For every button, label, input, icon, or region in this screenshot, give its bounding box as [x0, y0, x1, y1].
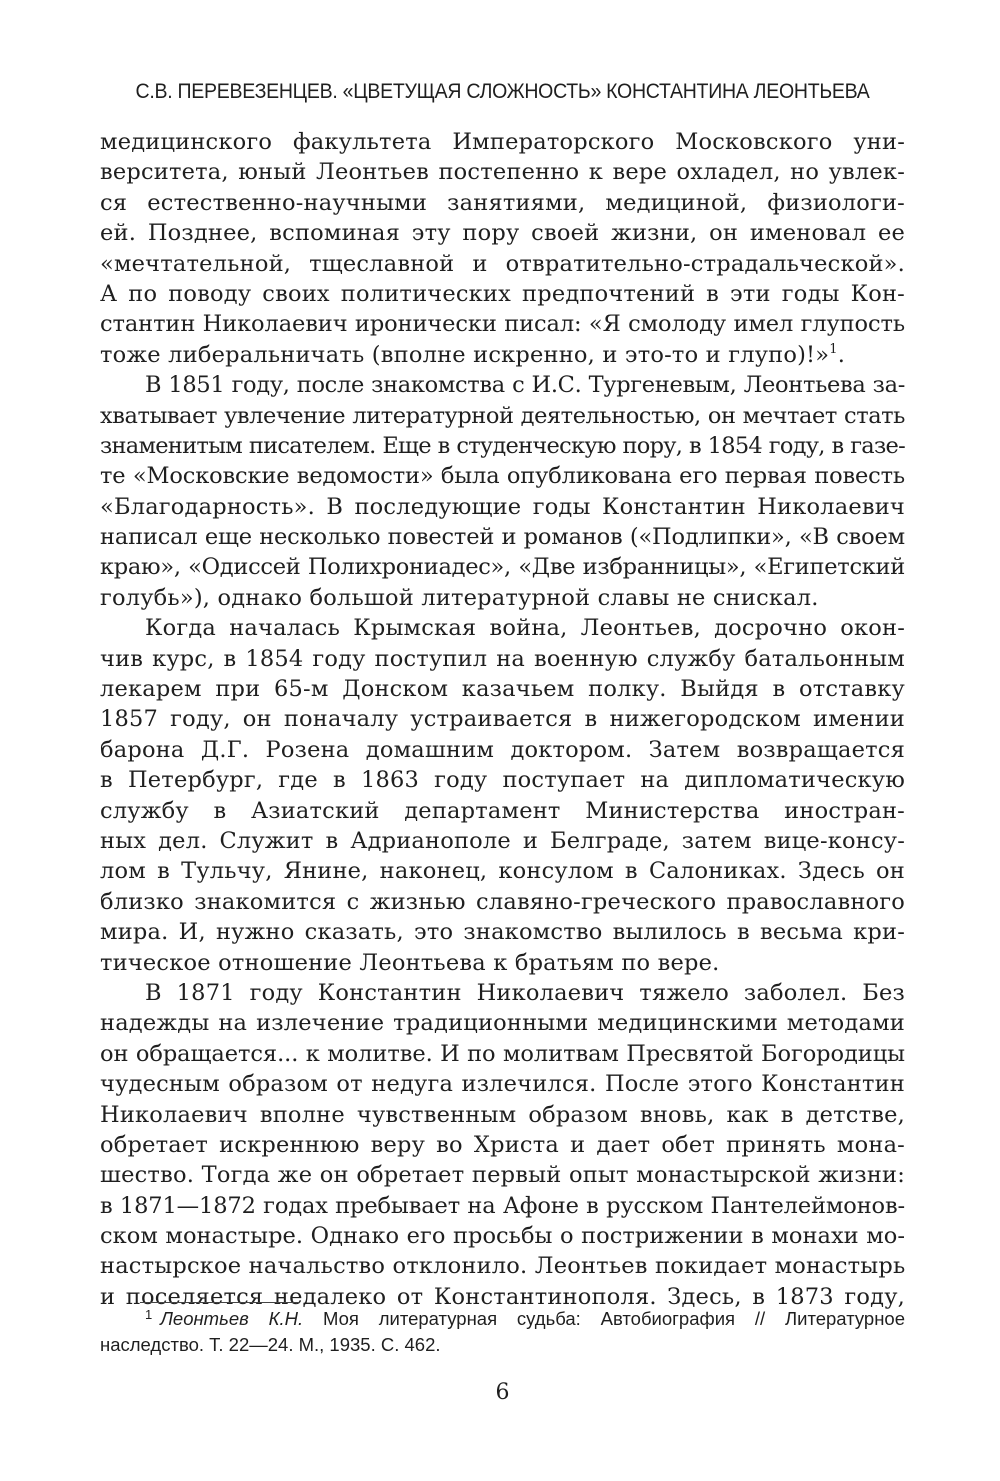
text-line: службу в Азиатский департамент Министерства иностран-: [100, 797, 905, 824]
text-line: Николаевич вполне чувственным образом вновь, как в детстве,: [100, 1101, 905, 1128]
text-line: Когда началась Крымская война, Леонтьев, досрочно окон-: [145, 615, 905, 642]
text-line-content: тоже либеральничать (вполне искренно, и это-то и глупо)!»: [100, 341, 830, 368]
text-line: мира. И, нужно сказать, это знакомство вылилось в весьма кри-: [100, 919, 905, 946]
text-line: в Петербург, где в 1863 году поступает на дипломатическую: [100, 767, 905, 794]
footnote-reference[interactable]: 1: [829, 341, 838, 357]
text-line: «мечтательной, тщеславной и отвратительно-страдальческой».: [100, 250, 905, 277]
footnote-author: Леонтьев К.Н.: [160, 1308, 304, 1329]
text-line: лом в Тульчу, Янине, наконец, консулом в Салониках. Здесь он: [100, 858, 905, 885]
text-line: краю», «Одиссей Полихрониадес», «Две избранницы», «Египетский: [100, 554, 905, 581]
book-page: [100, 0, 905, 1481]
running-head: С.В. ПЕРЕВЕЗЕНЦЕВ. «ЦВЕТУЩАЯ СЛОЖНОСТЬ» КОНСТАНТИНА ЛЕОНТЬЕВА: [135, 80, 870, 103]
page-number: 6: [495, 1380, 510, 1405]
text-line: ных дел. Служит в Адрианополе и Белграде, затем вице-консу-: [100, 827, 905, 854]
text-line: те «Московские ведомости» была опубликована его первая повесть: [100, 463, 905, 490]
paragraph: [100, 978, 905, 1312]
text-line: хватывает увлечение литературной деятельностью, он мечтает стать: [100, 402, 905, 429]
text-line: он обращается... к молитве. И по молитвам Пресвятой Богородицы: [100, 1040, 905, 1067]
paragraph: [100, 370, 905, 613]
text-line: настырское начальство отклонило. Леонтьев покидает монастырь: [100, 1253, 906, 1280]
text-line: голубь»), однако большой литературной славы не снискал.: [100, 584, 819, 611]
text-line: в 1871—1872 годах пребывает на Афоне в русском Пантелеймонов-: [100, 1192, 905, 1219]
body-text: [100, 127, 905, 1312]
footnote-line: [100, 1306, 905, 1332]
text-line: обретает искреннюю веру во Христа и дает обет принять мона-: [100, 1131, 905, 1158]
text-line: шество. Тогда же он обретает первый опыт монастырской жизни:: [100, 1162, 905, 1189]
text-line: ском монастыре. Однако его просьбы о пострижении в монахи мо-: [100, 1223, 905, 1250]
text-line: чудесным образом от недуга излечился. После этого Константин: [100, 1071, 905, 1098]
text-line: лекарем при 65-м Донском казачьем полку. Выйдя в отставку: [100, 676, 905, 703]
text-line: тоже либеральничать (вполне искренно, и это-то и глупо)!»$^1$.: [100, 341, 846, 368]
text-line: «Благодарность». В последующие годы Константин Николаевич: [100, 493, 905, 520]
text-line: медицинского факультета Императорского Московского уни-: [100, 129, 905, 155]
text-line: ся естественно-научными занятиями, медициной, физиологи-: [100, 189, 905, 216]
text-line: стантин Николаевич иронически писал: «Я смолоду имел глупость: [100, 311, 905, 338]
text-line: надежды на излечение традиционными медицинскими методами: [100, 1010, 905, 1037]
footnote-line: наследство. Т. 22—24. М., 1935. С. 462.: [100, 1334, 441, 1355]
text-line: близко знакомится с жизнью славяно-греческого православного: [100, 888, 905, 915]
text-line: знаменитым писателем. Еще в студенческую пору, в 1854 году, в газе-: [100, 432, 905, 459]
text-line: тическое отношение Леонтьева к братьям по вере.: [100, 949, 720, 976]
text-line: написал еще несколько повестей и романов («Подлипки», «В своем: [100, 524, 905, 551]
text-line: барона Д.Г. Розена домашним доктором. Затем возвращается: [100, 736, 905, 763]
text-line: верситета, юный Леонтьев постепенно к вере охладел, но увлек-: [100, 159, 905, 186]
text-line: В 1851 году, после знакомства с И.С. Тургеневым, Леонтьева за-: [145, 372, 905, 399]
text-line: чив курс, в 1854 году поступил на военную службу батальонным: [100, 645, 905, 672]
footnote-divider: [140, 1302, 300, 1303]
footnote-number: 1: [145, 1307, 153, 1322]
paragraph: [100, 613, 905, 978]
footnote-title: Моя литературная судьба: Автобиография // Литературное: [322, 1308, 905, 1329]
footnote: [100, 1306, 905, 1358]
text-line: 1857 году, он поначалу устраивается в нижегородском имении: [100, 706, 905, 733]
text-line: В 1871 году Константин Николаевич тяжело заболел. Без: [145, 979, 905, 1006]
text-line: и поселяется недалеко от Константинополя. Здесь, в 1873 году,: [100, 1283, 905, 1310]
paragraph: [100, 127, 905, 370]
text-line: ей. Позднее, вспоминая эту пору своей жизни, он именовал ее: [100, 220, 905, 247]
text-line: А по поводу своих политических предпочтений в эти годы Кон-: [100, 280, 905, 307]
